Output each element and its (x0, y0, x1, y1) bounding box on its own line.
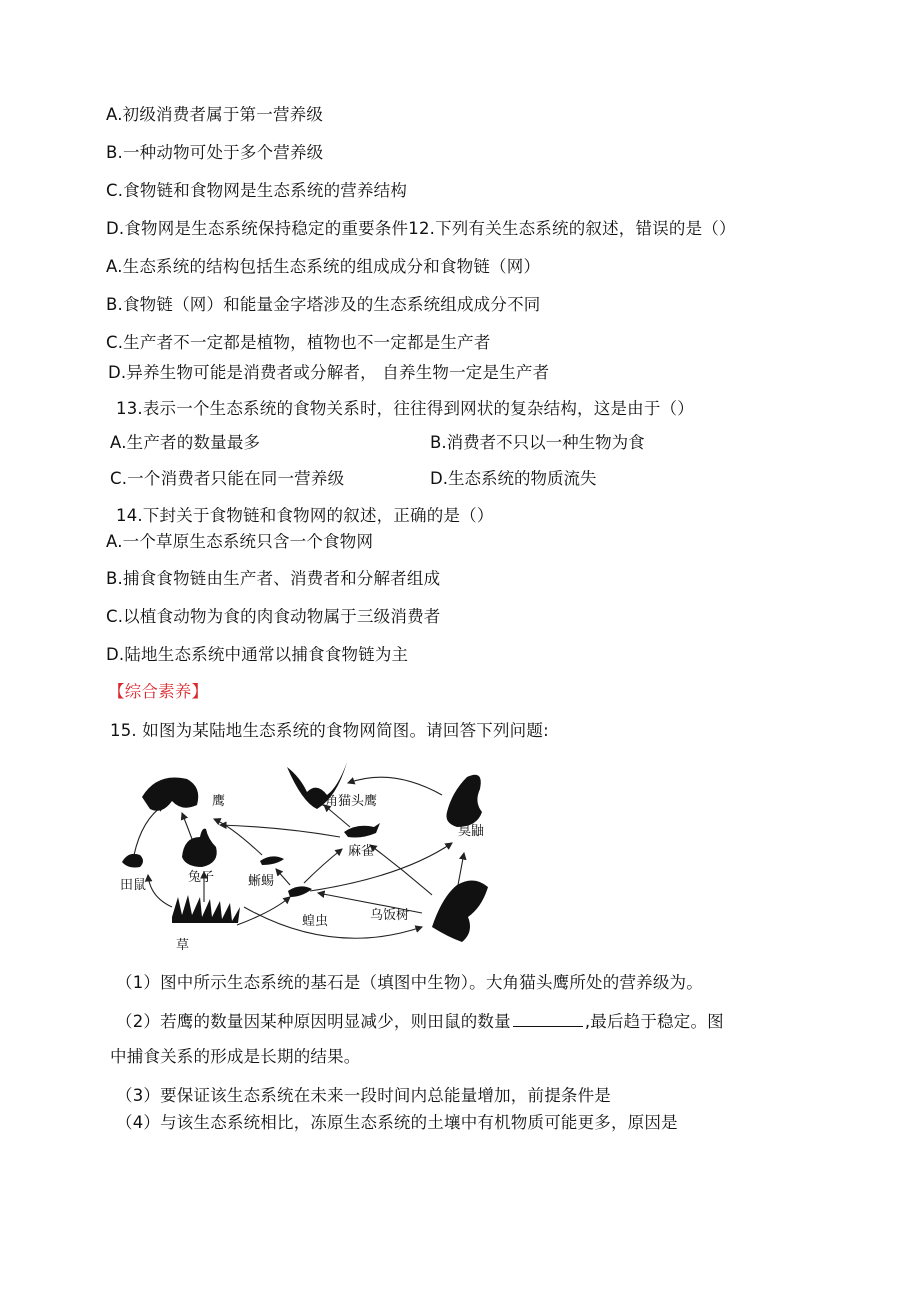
q15-part-2-after: ,最后趋于稳定。图 (584, 1012, 724, 1031)
q14-option-a: A.一个草原生态系统只含一个食物网 (106, 532, 374, 551)
label-vole: 田鼠 (120, 878, 147, 893)
q11-option-c: C.食物链和食物网是生态系统的营养结构 (106, 181, 408, 200)
q13-option-a: A.生产者的数量最多 (110, 433, 261, 452)
eagle-silhouette (142, 777, 198, 810)
q14-option-b: B.捕食食物链由生产者、消费者和分解者组成 (106, 569, 441, 588)
q14-option-d: D.陆地生态系统中通常以捕食食物链为主 (106, 645, 409, 664)
sparrow-silhouette (344, 823, 380, 838)
skunk-silhouette (446, 775, 482, 827)
rabbit-silhouette (182, 829, 217, 867)
lizard-silhouette (260, 856, 284, 865)
label-lizard: 蜥蜴 (248, 874, 275, 889)
q12-option-d: D.异养生物可能是消费者或分解者， 自养生物一定是生产者 (108, 363, 550, 382)
q14-option-c: C.以植食动物为食的肉食动物属于三级消费者 (106, 607, 441, 626)
label-owl: 大角猫头鹰 (312, 794, 378, 809)
arrow-tree-to-skunk (458, 853, 464, 885)
label-rabbit: 兔子 (188, 870, 215, 885)
label-locust: 蝗虫 (302, 914, 329, 929)
q13-option-c: C.一个消费者只能在同一营养级 (110, 469, 345, 488)
q14-stem: 14.下封关于食物链和食物网的叙述，正确的是（） (116, 506, 494, 525)
q15-part-4: （4）与该生态系统相比，冻原生态系统的土壤中有机物质可能更多，原因是 (116, 1113, 678, 1132)
q15-part-2-before: （2）若鹰的数量因某种原因明显减少，则田鼠的数量 (116, 1012, 511, 1031)
label-eagle: 鹰 (212, 794, 226, 809)
section-heading: 【综合素养】 (108, 682, 209, 701)
organism-labels (120, 793, 484, 953)
label-sparrow: 麻雀 (348, 844, 375, 859)
q13-stem: 13.表示一个生态系统的食物关系时，往往得到网状的复杂结构，这是由于（） (116, 399, 694, 418)
arrow-skunk-to-owl (348, 777, 442, 795)
label-tree: 乌饭树 (370, 908, 410, 923)
label-skunk: 臭鼬 (458, 824, 485, 839)
arrow-sparrow-to-eagle (220, 825, 340, 837)
arrow-grass-to-locust (237, 897, 290, 925)
q15-part-2 (116, 1010, 724, 1033)
arrow-locust-to-sparrow (304, 849, 342, 883)
label-grass: 草 (176, 938, 190, 953)
food-web-diagram (112, 757, 512, 957)
q11-option-a: A.初级消费者属于第一营养级 (106, 105, 324, 124)
locust-silhouette (288, 886, 312, 897)
q15-part-2-continued: 中捕食关系的形成是长期的结果。 (110, 1047, 361, 1066)
q15-stem: 15. 如图为某陆地生态系统的食物网简图。请回答下列问题: (110, 721, 549, 740)
tree-silhouette (432, 880, 488, 942)
grass-silhouette (172, 895, 240, 923)
arrow-vole-to-eagle (134, 805, 164, 855)
arrow-rabbit-to-eagle (182, 813, 192, 839)
q13-option-d: D.生态系统的物质流失 (430, 469, 597, 488)
vole-silhouette (122, 854, 143, 868)
q11-option-d-q12-stem: D.食物网是生态系统保持稳定的重要条件12.下列有关生态系统的叙述，错误的是（） (106, 219, 736, 238)
q15-part-3: （3）要保证该生态系统在未来一段时间内总能量增加，前提条件是 (116, 1086, 611, 1105)
arrow-grass-to-vole (148, 875, 172, 907)
q11-option-b: B.一种动物可处于多个营养级 (106, 143, 324, 162)
answer-blank[interactable] (513, 1010, 583, 1027)
arrow-locust-to-skunk (310, 843, 452, 891)
arrow-locust-to-lizard (276, 869, 290, 885)
q15-part-1: （1）图中所示生态系统的基石是（填图中生物）。大角猫头鹰所处的营养级为。 (116, 973, 703, 992)
arrow-lizard-to-eagle (214, 819, 262, 855)
q12-option-a: A.生态系统的结构包括生态系统的组成成分和食物链（网） (106, 257, 541, 276)
q12-option-c: C.生产者不一定都是植物，植物也不一定都是生产者 (106, 333, 491, 352)
q13-option-b: B.消费者不只以一种生物为食 (430, 433, 645, 452)
arrow-tree-to-sparrow (370, 845, 432, 895)
q12-option-b: B.食物链（网）和能量金字塔涉及的生态系统组成成分不同 (106, 295, 541, 314)
